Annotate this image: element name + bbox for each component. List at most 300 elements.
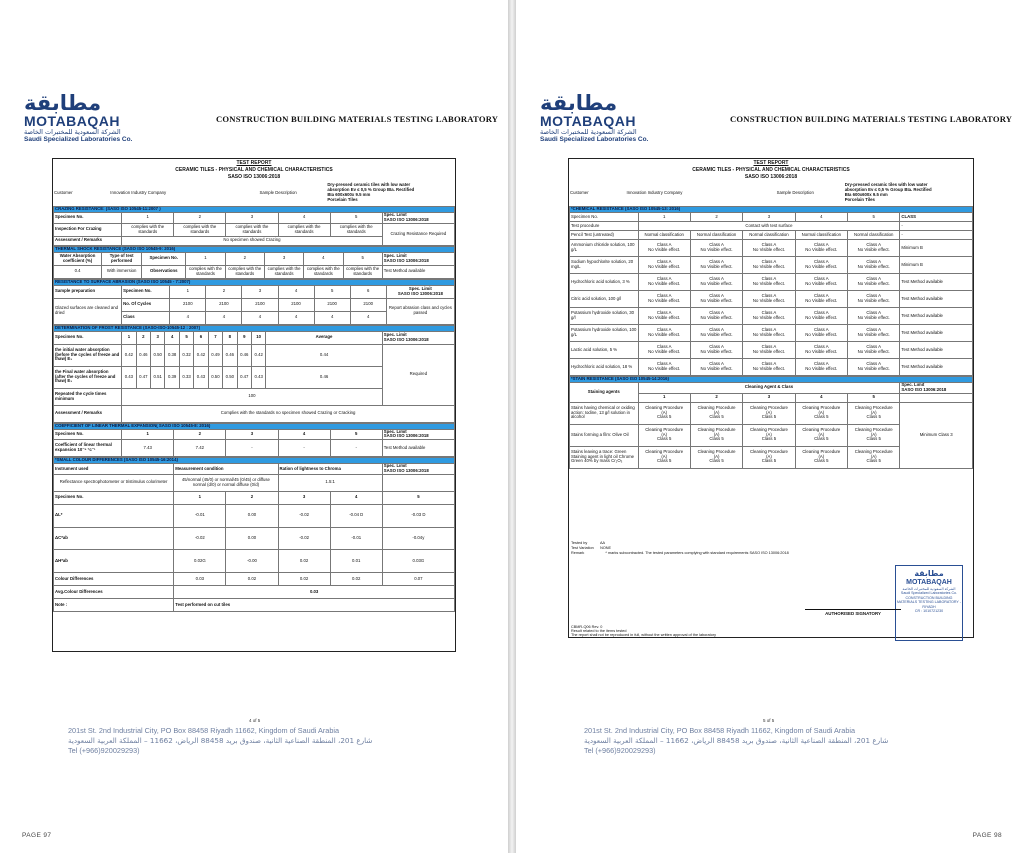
chemical-specimen-4: 4 (795, 213, 847, 222)
chemical-result-class: Class A (656, 276, 672, 282)
stain-result-agent: (A) (713, 431, 720, 437)
abrasion-requirement: Report abrasion class and cycles passed (386, 298, 454, 324)
linear-section-title: COEFFICIENT OF LINEAR THERMAL EXPANSION( SASO ISO 10545-8: 2016) (54, 423, 455, 429)
chemical-result-effect: No Visible effect. (648, 281, 681, 286)
remark-value: * marks subcontracted. The tested parameters complying with standard requirements SASO ISO 13006:2018 (605, 551, 789, 555)
sample-line-4: Porcelain Tiles (327, 196, 358, 202)
thermal-shock-table (53, 246, 455, 279)
linear-expansion-table (53, 423, 455, 458)
stain-result-agent: (A) (870, 431, 877, 437)
stain-result-procedure: Cleaning Procedure (854, 448, 893, 454)
spec-limit-standard: SASO ISO 13006:2018 (383, 336, 429, 342)
chemical-result-effect: No Visible effect. (805, 332, 838, 337)
abrasion-cycles-6: 2100 (350, 298, 386, 311)
chemical-result-effect: No Visible effect. (857, 349, 890, 354)
spec-limit-label: Spec. Limit (383, 212, 407, 217)
chemical-resistance-table (569, 206, 973, 376)
stain-result-procedure: Cleaning Procedure (645, 404, 684, 410)
stain-result-cell (795, 424, 847, 446)
chemical-procedure-label: Test procedure (570, 222, 639, 231)
chemical-result-class: Class A (866, 310, 881, 316)
linear-specimen-3: 3 (226, 429, 278, 440)
frost-specimen-5: 5 (179, 331, 193, 344)
stain-requirement: Minimum Class 3 (900, 402, 973, 468)
colour-instrument: Reflectance spectrophotometer or tristimulus colorimeter (54, 474, 174, 491)
spec-limit-standard: SASO ISO 13006:2018 (397, 290, 443, 296)
abrasion-specimen-3: 3 (242, 285, 278, 298)
abrasion-cycles-2: 2100 (206, 298, 242, 311)
chemical-result-effect: No Visible effect. (700, 366, 733, 371)
page-97 (0, 0, 508, 853)
chemical-result-cell (638, 308, 690, 325)
chemical-pencil-label: Pencil Test (untreated) (570, 231, 639, 240)
colour-measurement: 45/normal (45/0) or normal/45 (0/45) or diffuse normal (d/0) or normal diffuse (0/d) (174, 474, 278, 491)
chemical-result-class: Class A (866, 361, 881, 367)
colour-cell: 0.02 (330, 572, 382, 585)
chemical-row-label: Hydrochloric acid solution, 18 % (570, 359, 639, 376)
stain-result-cell (795, 402, 847, 424)
stain-result-procedure: Cleaning Procedure (802, 448, 841, 454)
chemical-result-effect: No Visible effect. (648, 315, 681, 320)
chemical-rows (570, 240, 973, 376)
chemical-row (570, 257, 973, 274)
frost-initial-2: 0.46 (136, 344, 150, 366)
report-standard: SASO ISO 13006:2018 (227, 173, 281, 180)
thermal-type-label: Type of test performed (102, 252, 142, 265)
stain-result-agent: (A) (713, 409, 720, 415)
chemical-result-effect: No Visible effect. (752, 264, 785, 269)
customer-label: Customer (570, 189, 589, 195)
logo-arabic-subtitle: الشركة السعودية للمختبرات الخاصة (24, 128, 121, 136)
chemical-result-class: Class A (656, 344, 672, 350)
colour-cell: 0.02G (174, 550, 226, 573)
test-report-page-4 (52, 158, 456, 652)
chemical-result-effect: No Visible effect. (700, 315, 733, 320)
chemical-result-cell (795, 240, 847, 257)
chemical-pencil-1: Normal classification (638, 231, 690, 240)
thermal-spec-limit (382, 252, 454, 265)
chemical-result-effect: No Visible effect. (857, 332, 890, 337)
frost-initial-label: the initial water absorption (before the cycles of freeze and thaw) E₁ (54, 344, 122, 366)
abrasion-specimen-2: 2 (206, 285, 242, 298)
chemical-result-cell (848, 274, 900, 291)
stain-result-agent: (A) (661, 453, 668, 459)
frost-final-10: 0.43 (251, 366, 265, 388)
crazing-requirement: Crazing Resistance Required (382, 223, 454, 245)
frost-final-1: 0.43 (122, 366, 136, 388)
chemical-result-effect: No Visible effect. (648, 349, 681, 354)
chemical-result-cell (848, 308, 900, 325)
colour-row-label: Colour Differences (54, 572, 174, 585)
frost-initial-6: 0.42 (194, 344, 208, 366)
chemical-result-cell (795, 291, 847, 308)
stain-result-cell (690, 424, 742, 446)
stain-specimen-1: 1 (638, 393, 690, 402)
chemical-result-class: Class A (814, 361, 829, 367)
chemical-row-label: Sodium hypochlorite solution, 20 mg/L (570, 257, 639, 274)
stain-result-cell (848, 424, 900, 446)
crazing-result-4: complies with the standards (278, 223, 330, 236)
stain-row (570, 402, 973, 424)
chemical-result-effect: No Visible effect. (700, 264, 733, 269)
colour-row-label: ΔL* (54, 504, 174, 527)
chemical-result-cell (795, 359, 847, 376)
footer-address-ar: شارع 201، المنطقة الصناعية الثانية، صندوق بريد 88458 الرياض، 11662 – المملكة العربية السعودية (68, 736, 373, 745)
crazing-result-2: complies with the standards (174, 223, 226, 236)
chemical-result-class: Class A (709, 344, 724, 350)
chemical-result-effect: No Visible effect. (857, 366, 890, 371)
colour-cell: -0.03 D (382, 504, 454, 527)
report-header-table (569, 159, 973, 206)
chemical-result-cell (848, 240, 900, 257)
chemical-result-class: Class A (866, 276, 881, 282)
chemical-result-cell (795, 308, 847, 325)
frost-assessment-label: Assessment / Remarks (54, 405, 122, 422)
crazing-table (53, 206, 455, 246)
chemical-row (570, 308, 973, 325)
colour-measurement-label: Measurement condition (174, 464, 278, 475)
abrasion-table (53, 279, 455, 325)
chemical-result-class: Class A (814, 293, 829, 299)
chemical-result-class: Class A (709, 242, 724, 248)
frost-final-average: 0.46 (266, 366, 382, 388)
stain-result-agent: (A) (661, 409, 668, 415)
chemical-result-cell (848, 257, 900, 274)
chemical-result-class: Class A (709, 361, 724, 367)
chemical-row-requirement: Minimum B (900, 240, 973, 257)
crazing-specimen-3: 3 (226, 213, 278, 224)
chemical-row-requirement: Test Method available (900, 274, 973, 291)
chemical-result-cell (743, 359, 795, 376)
chemical-result-cell (743, 308, 795, 325)
thermal-result-5: complies with the standards (343, 265, 382, 278)
linear-value-1: 7.43 (122, 440, 174, 457)
frost-specimen-10: 10 (251, 331, 265, 344)
tested-by-label: Tested by (571, 541, 588, 545)
chemical-result-effect: No Visible effect. (648, 332, 681, 337)
frost-specimen-6: 6 (194, 331, 208, 344)
frost-specimen-4: 4 (165, 331, 179, 344)
spec-limit-standard: SASO ISO 13006:2018 (383, 467, 429, 473)
frost-initial-7: 0.49 (208, 344, 222, 366)
chemical-result-cell (690, 308, 742, 325)
chemical-result-effect: No Visible effect. (752, 366, 785, 371)
stain-result-cell (743, 424, 795, 446)
chemical-result-class: Class A (656, 361, 672, 367)
stain-result-procedure: Cleaning Procedure (854, 404, 893, 410)
frost-assessment: Complies with the standards no specimen showed Crazing or Cracking (122, 405, 455, 422)
form-code: CBMR-Q06 Rev. 0 (571, 625, 603, 629)
test-variation-label: Test Variation (571, 546, 594, 550)
page-number: PAGE 98 (972, 832, 1002, 839)
stain-result-procedure: Cleaning Procedure (854, 426, 893, 432)
colour-section-title: *SMALL COLOUR DIFFERENCES (SASO ISO 10545-16:2014) (54, 458, 455, 464)
report-product: CERAMIC TILES - PHYSICAL AND CHEMICAL CHARACTERISTICS (175, 166, 333, 173)
stain-result-cell (743, 402, 795, 424)
stain-result-cell (795, 446, 847, 468)
frost-cycles-label: Repeated the cycle times minimum (54, 388, 122, 405)
abrasion-class-4: 4 (278, 311, 314, 324)
stain-spec-blank (900, 393, 973, 402)
colour-row-label: ΔH*ab (54, 550, 174, 573)
frost-section-title: DETERMINATION OF FROST RESISTANCE (SASO-ISO-10545-12 : 2007) (54, 325, 455, 331)
chemical-result-effect: No Visible effect. (700, 332, 733, 337)
footer-address (584, 726, 888, 756)
chemical-result-class: Class A (761, 242, 777, 248)
sample-line-1: Dry-pressed ceramic tiles with low water (844, 182, 928, 188)
chemical-result-class: Class A (656, 259, 672, 265)
linear-specimen-4: 4 (278, 429, 330, 440)
colour-note: Test performed on cut tiles (174, 598, 455, 611)
chemical-row-requirement: Test Method available (900, 342, 973, 359)
chemical-result-class: Class A (656, 327, 672, 333)
sample-description (844, 180, 973, 206)
logo-arabic-wordmark: مطابقة (24, 91, 102, 115)
chemical-result-effect: No Visible effect. (752, 315, 785, 320)
chemical-row (570, 359, 973, 376)
page-gutter (508, 0, 516, 853)
frost-final-6: 0.43 (194, 366, 208, 388)
chemical-class-label: CLASS (900, 213, 973, 222)
sample-label: Sample Description (259, 189, 297, 195)
stain-result-procedure: Cleaning Procedure (697, 426, 736, 432)
stain-result-agent: (A) (766, 453, 772, 459)
thermal-result-3: complies with the standards (264, 265, 303, 278)
abrasion-prep-label: Sample preparation (54, 285, 122, 298)
chemical-row-requirement: Test Method available (900, 359, 973, 376)
stain-result-class: Class 5 (866, 458, 881, 464)
chemical-result-cell (795, 274, 847, 291)
crazing-specimen-1: 1 (122, 213, 174, 224)
stain-result-cell (690, 402, 742, 424)
thermal-specimen-5: 5 (343, 252, 382, 265)
chemical-result-effect: No Visible effect. (752, 247, 785, 252)
colour-cell: -0.04y (382, 527, 454, 550)
colour-spec-limit (382, 464, 454, 475)
frost-initial-average: 0.44 (266, 344, 382, 366)
stain-specimen-4: 4 (795, 393, 847, 402)
colour-cell: 0.02 (226, 572, 278, 585)
stain-result-agent: (A) (870, 409, 877, 415)
chemical-row-label: Citric acid solution, 100 g/l (570, 291, 639, 308)
chemical-result-class: Class A (866, 259, 881, 265)
footer-address-ar: شارع 201، المنطقة الصناعية الثانية، صندوق بريد 88458 الرياض، 11662 – المملكة العربية السعودية (584, 736, 889, 745)
fine-print-2: The report shall not be reproduced in full, without the written approval of the laboratory (571, 633, 716, 637)
stain-result-procedure: Cleaning Procedure (697, 404, 736, 410)
colour-cell: -0.01 (174, 504, 226, 527)
chemical-result-class: Class A (709, 259, 724, 265)
chemical-result-cell (638, 274, 690, 291)
crazing-section-title: CRAZING RESISTANCE: (SASO ISO 10545-11:2007 ) (54, 207, 455, 213)
chemical-result-cell (638, 342, 690, 359)
abrasion-class-2: 4 (206, 311, 242, 324)
frost-requirement: Required (382, 344, 454, 405)
abrasion-cycles-3: 2100 (242, 298, 278, 311)
fine-print-1: Result related to the items tested (571, 629, 627, 633)
crazing-inspection-label: Inspection For Crazing (54, 223, 122, 236)
crazing-assessment-label: Assessment / Remarks (54, 236, 122, 245)
report-title: TEST REPORT (753, 159, 789, 166)
chemical-result-class: Class A (709, 327, 724, 333)
chemical-row-requirement: Test Method available (900, 291, 973, 308)
crazing-result-5: complies with the standards (330, 223, 382, 236)
abrasion-class-6: 4 (350, 311, 386, 324)
stamp-cr: CR : 1010721230 (914, 609, 944, 614)
logo-english-wordmark: MOTABAQAH (24, 113, 121, 129)
stain-result-cell (690, 446, 742, 468)
frost-initial-5: 0.32 (179, 344, 193, 366)
thermal-specimen-4: 4 (304, 252, 343, 265)
spec-limit-label: Spec. Limit (383, 429, 407, 434)
chemical-result-class: Class A (866, 344, 881, 350)
motabaqah-logo (24, 92, 174, 144)
chemical-result-effect: No Visible effect. (752, 281, 785, 286)
colour-note-label: Note : (54, 598, 174, 611)
chemical-result-cell (848, 325, 900, 342)
stain-result-class: Class 5 (709, 458, 724, 464)
chemical-result-cell (690, 342, 742, 359)
crazing-specimen-5: 5 (330, 213, 382, 224)
thermal-specimen-label: Specimen No. (142, 252, 186, 265)
chemical-result-effect: No Visible effect. (700, 281, 733, 286)
lab-title: CONSTRUCTION BUILDING MATERIALS TESTING LABORATORY (730, 114, 1013, 124)
chemical-result-effect: No Visible effect. (700, 298, 733, 303)
thermal-result-2: complies with the standards (225, 265, 264, 278)
chemical-result-cell (743, 291, 795, 308)
chemical-result-effect: No Visible effect. (805, 315, 838, 320)
linear-value-2: 7.42 (174, 440, 226, 457)
abrasion-specimen-6: 6 (350, 285, 386, 298)
chemical-result-class: Class A (709, 310, 724, 316)
chemical-result-effect: No Visible effect. (648, 366, 681, 371)
frost-initial-3: 0.50 (151, 344, 165, 366)
chemical-result-effect: No Visible effect. (752, 298, 785, 303)
spec-limit-standard: SASO ISO 13006:2018 (901, 386, 947, 392)
spec-limit-standard: SASO ISO 13006:2018 (383, 433, 429, 439)
stain-result-agent: (A) (870, 453, 877, 459)
chemical-result-effect: No Visible effect. (752, 332, 785, 337)
abrasion-class-5: 4 (314, 311, 350, 324)
chemical-result-effect: No Visible effect. (805, 349, 838, 354)
report-standard: SASO ISO 13006:2018 (744, 173, 798, 180)
chemical-result-effect: No Visible effect. (805, 298, 838, 303)
stamp-lab: CONSTRUCTION BUILDING MATERIALS TESTING LABORATORY - RIYADH (897, 595, 961, 609)
chemical-result-effect: No Visible effect. (857, 281, 890, 286)
colour-cell: -0.00 (226, 550, 278, 573)
chemical-result-class: Class A (814, 242, 829, 248)
chemical-row (570, 240, 973, 257)
chemical-result-effect: No Visible effect. (805, 281, 838, 286)
abrasion-cycles-5: 2100 (314, 298, 350, 311)
test-variation-value: NONE (600, 546, 612, 550)
footer-address-en: 201st St. 2nd Industrial City, PO Box 88458 Riyadh 11662, Kingdom of Saudi Arabia (68, 726, 340, 735)
test-variation-line (571, 546, 611, 551)
stain-agent-label: Staining agents (570, 383, 639, 403)
chemical-result-effect: No Visible effect. (805, 264, 838, 269)
chemical-result-cell (638, 291, 690, 308)
stain-result-class: Class 5 (866, 414, 881, 420)
frost-specimen-9: 9 (237, 331, 251, 344)
linear-specimen-2: 2 (174, 429, 226, 440)
page-98 (516, 0, 1024, 853)
crazing-result-3: complies with the standards (226, 223, 278, 236)
frost-initial-10: 0.42 (251, 344, 265, 366)
stain-result-agent: (A) (661, 431, 668, 437)
colour-avg-label: Avg.Colour Differences (54, 585, 174, 598)
stain-row-label: Stains forming a film: Olive Oil (570, 424, 639, 446)
stain-result-procedure: Cleaning Procedure (697, 448, 736, 454)
stain-result-class: Class 5 (814, 414, 829, 420)
stain-result-agent: (A) (818, 453, 825, 459)
chemical-dash: - (900, 222, 973, 231)
chemical-result-class: Class A (761, 276, 777, 282)
chemical-result-cell (743, 257, 795, 274)
crazing-specimen-label: Specimen No. (54, 213, 122, 224)
page-of-indicator: 5 of 5 (763, 718, 775, 723)
stain-specimen-2: 2 (690, 393, 742, 402)
stain-result-cell (638, 402, 690, 424)
chemical-result-cell (848, 342, 900, 359)
abrasion-spec-limit (386, 285, 454, 298)
linear-specimen-5: 5 (330, 429, 382, 440)
chemical-result-cell (743, 274, 795, 291)
frost-specimen-1: 1 (122, 331, 136, 344)
chemical-result-class: Class A (709, 276, 724, 282)
frost-initial-9: 0.46 (237, 344, 251, 366)
chemical-row-label: Potassium hydroxide solution, 30 g/l (570, 308, 639, 325)
abrasion-specimen-5: 5 (314, 285, 350, 298)
customer-label: Customer (54, 189, 73, 195)
chemical-result-cell (795, 257, 847, 274)
chemical-section-title: *CHEMICAL RESISTANCE (SASO ISO 10545-13: 2016) (570, 207, 973, 213)
stain-result-class: Class 5 (814, 436, 829, 442)
logo-english-subtitle: Saudi Specialized Laboratories Co. (540, 136, 649, 143)
stain-specimen-3: 3 (743, 393, 795, 402)
chemical-result-cell (690, 240, 742, 257)
colour-cell: -0.02 (174, 527, 226, 550)
stain-row-label: Stains leaving a trace: Green Staining agent in light oil Chrome Green 40% by mass Cr₂O₃ (570, 446, 639, 468)
chemical-result-effect: No Visible effect. (857, 264, 890, 269)
chemical-result-class: Class A (761, 361, 777, 367)
stain-result-cell (743, 446, 795, 468)
chemical-result-cell (690, 257, 742, 274)
chemical-result-class: Class A (761, 259, 777, 265)
chemical-result-effect: No Visible effect. (648, 298, 681, 303)
colour-specimen-2: 2 (226, 491, 278, 504)
chemical-dash: - (900, 231, 973, 240)
stain-result-agent: (A) (766, 431, 772, 437)
page-number: PAGE 97 (22, 832, 52, 839)
chemical-result-class: Class A (814, 259, 829, 265)
spec-limit-label: Spec. Limit (383, 331, 407, 337)
remark-label: Remark (571, 551, 585, 555)
chemical-specimen-2: 2 (690, 213, 742, 222)
logo-english-wordmark: MOTABAQAH (540, 113, 637, 129)
chemical-result-class: Class A (761, 293, 777, 299)
sample-line-3: BIa 600x600x 9.5 mm (844, 192, 888, 197)
stain-result-cell (848, 402, 900, 424)
colour-ratio: 1.5:1 (278, 474, 382, 491)
chemical-row (570, 325, 973, 342)
thermal-obs-label: Observations (142, 265, 186, 278)
frost-specimen-label: Specimen No. (54, 331, 122, 344)
frost-average-label: Average (266, 331, 382, 344)
colour-cell: 0.03 (174, 572, 226, 585)
chemical-result-effect: No Visible effect. (805, 366, 838, 371)
stain-section-title: *STAIN RESISTANCE (SASO ISO 10545-14:2016) (570, 377, 973, 383)
chemical-result-class: Class A (814, 310, 829, 316)
chemical-result-class: Class A (709, 293, 724, 299)
